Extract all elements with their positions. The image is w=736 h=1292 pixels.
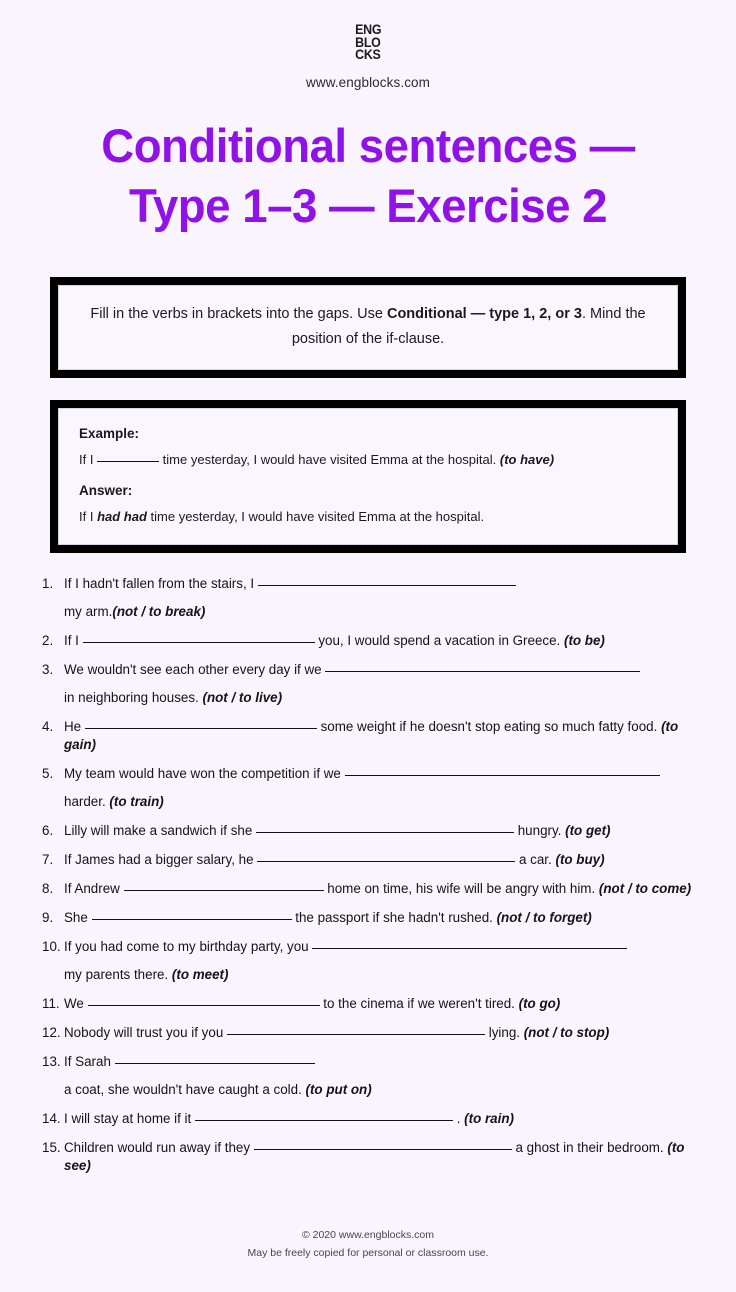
exercise-text-before-blank: My team would have won the competition if we: [64, 766, 345, 781]
exercise-number: 3.: [42, 662, 54, 677]
answer-label: Answer:: [79, 483, 133, 498]
exercise-text: [64, 661, 694, 707]
example-sentence-post: time yesterday, I would have visited Emma at the hospital.: [159, 452, 500, 467]
instructions-text-part1: Fill in the verbs in brackets into the gaps. Use: [90, 306, 387, 322]
exercise-text: [64, 718, 694, 754]
exercise-text-before-blank: Children would run away if they: [64, 1140, 254, 1155]
exercise-text-before-blank: He: [64, 719, 85, 734]
page-title: [38, 116, 698, 236]
exercise-text: [64, 575, 694, 621]
exercise-text-before-blank: If you had come to my birthday party, you: [64, 939, 313, 954]
exercise-text: [64, 765, 694, 811]
answer-sentence-pre: If I: [79, 509, 98, 524]
exercise-text-before-blank: We: [64, 996, 88, 1011]
exercise-text-after-blank: my arm.: [64, 604, 113, 619]
brand-header: [28, 0, 708, 90]
exercise-text-after-blank: lying.: [485, 1025, 524, 1040]
exercise-item: [42, 938, 694, 984]
instructions-inner: [58, 285, 678, 370]
answer-blank[interactable]: [195, 1120, 453, 1121]
answer-blank[interactable]: [254, 1149, 512, 1150]
exercise-number: 7.: [42, 852, 54, 867]
exercise-text: [64, 880, 694, 898]
instructions-text-part2: . Mind the position of the if-clause.: [291, 306, 646, 347]
verb-cue: (to get): [565, 823, 611, 838]
exercise-item: [42, 632, 694, 650]
answer-sentence: [79, 507, 657, 527]
exercise-item: [42, 575, 694, 621]
exercise-item: [42, 661, 694, 707]
exercise-text-after-blank: home on time, his wife will be angry with him.: [323, 881, 599, 896]
verb-cue: (to meet): [171, 967, 229, 982]
exercise-text: [64, 1110, 694, 1128]
exercise-number: 15.: [42, 1140, 61, 1155]
exercise-text-after-blank: .: [452, 1111, 465, 1126]
verb-cue: (to go): [518, 996, 561, 1011]
footer-notice: May be freely copied for personal or classroom use.: [247, 1247, 489, 1259]
exercise-text: [64, 822, 694, 840]
exercise-text: [64, 909, 694, 927]
exercise-text-before-blank: She: [64, 910, 92, 925]
exercise-number: 5.: [42, 766, 54, 781]
exercise-second-line: [64, 1081, 694, 1099]
exercise-text-after-blank: my parents there.: [64, 967, 172, 982]
exercise-text-after-blank: you, I would spend a vacation in Greece.: [314, 633, 564, 648]
exercise-item: [42, 1139, 694, 1175]
exercise-text-after-blank: to the cinema if we weren't tired.: [319, 996, 519, 1011]
exercise-list: [42, 575, 694, 1175]
exercise-item: [42, 765, 694, 811]
verb-cue: (to buy): [555, 852, 605, 867]
answer-blank[interactable]: [325, 671, 640, 672]
exercise-item: [42, 1053, 694, 1099]
exercise-number: 1.: [42, 576, 54, 591]
exercise-text-before-blank: If James had a bigger salary, he: [64, 852, 258, 867]
exercise-text: [64, 995, 694, 1013]
exercise-text-after-blank: in neighboring houses.: [64, 690, 203, 705]
exercise-text-before-blank: If Andrew: [64, 881, 124, 896]
answer-sentence-post: time yesterday, I would have visited Emma at the hospital.: [146, 509, 485, 524]
answer-blank[interactable]: [345, 775, 660, 776]
verb-cue: (not / to forget): [496, 910, 592, 925]
exercise-text-before-blank: We wouldn't see each other every day if we: [64, 662, 326, 677]
exercise-item: [42, 851, 694, 869]
exercise-text-after-blank: some weight if he doesn't stop eating so much fatty food.: [316, 719, 662, 734]
verb-cue: (not / to break): [112, 604, 206, 619]
logo-line-2: BLO: [354, 34, 381, 50]
answer-blank[interactable]: [92, 919, 292, 920]
exercise-item: [42, 880, 694, 898]
exercise-second-line: [64, 793, 694, 811]
exercise-number: 10.: [42, 939, 61, 954]
answer-blank[interactable]: [124, 890, 324, 891]
exercise-number: 9.: [42, 910, 54, 925]
exercise-text-after-blank: a car.: [515, 852, 556, 867]
answer-blank[interactable]: [115, 1063, 315, 1064]
answer-blank[interactable]: [258, 585, 516, 586]
exercise-number: 11.: [42, 996, 60, 1011]
site-url: www.engblocks.com: [306, 75, 430, 90]
exercise-text-before-blank: Nobody will trust you if you: [64, 1025, 227, 1040]
verb-cue: (to gain): [64, 719, 679, 752]
verb-cue: (to be): [563, 633, 605, 648]
exercise-number: 14.: [42, 1111, 61, 1126]
exercise-number: 4.: [42, 719, 54, 734]
exercise-text: [64, 632, 694, 650]
exercise-text-after-blank: a coat, she wouldn't have caught a cold.: [64, 1082, 306, 1097]
exercise-text-before-blank: Lilly will make a sandwich if she: [64, 823, 257, 838]
verb-cue: (to put on): [305, 1082, 372, 1097]
exercise-item: [42, 1024, 694, 1042]
exercise-text-before-blank: If I hadn't fallen from the stairs, I: [64, 576, 258, 591]
exercise-second-line: [64, 603, 694, 621]
exercise-text: [64, 1139, 694, 1175]
exercise-text: [64, 938, 694, 984]
footer-copyright: © 2020 www.engblocks.com: [301, 1229, 435, 1241]
verb-cue: (not / to come): [598, 881, 692, 896]
answer-blank[interactable]: [85, 728, 317, 729]
verb-cue: (not / to live): [202, 690, 283, 705]
example-cue: (to have): [499, 452, 555, 467]
logo-line-3: CKS: [354, 47, 381, 62]
answer-filled-word: had had: [97, 509, 147, 524]
exercise-number: 8.: [42, 881, 54, 896]
instructions-bold: Conditional — type 1, 2, or 3: [386, 306, 582, 322]
verb-cue: (to train): [109, 794, 164, 809]
exercise-number: 6.: [42, 823, 54, 838]
exercise-item: [42, 995, 694, 1013]
exercise-item: [42, 718, 694, 754]
logo-line-1: ENG: [354, 22, 382, 37]
answer-blank[interactable]: [83, 642, 315, 643]
example-sentence-pre: If I: [79, 452, 98, 467]
footer: [0, 1226, 736, 1262]
answer-blank[interactable]: [227, 1034, 485, 1035]
exercise-text-after-blank: a ghost in their bedroom.: [511, 1140, 668, 1155]
exercise-second-line: [64, 689, 694, 707]
example-box: [50, 400, 686, 553]
exercise-text-after-blank: harder.: [64, 794, 110, 809]
exercise-item: [42, 822, 694, 840]
answer-blank[interactable]: [88, 1005, 320, 1006]
page-title-line-2: Type 1–3 — Exercise 2: [128, 179, 608, 232]
exercise-number: 12.: [42, 1025, 61, 1040]
example-label: Example:: [79, 426, 140, 441]
exercise-text-before-blank: If Sarah: [64, 1054, 115, 1069]
answer-blank[interactable]: [256, 832, 514, 833]
exercise-item: [42, 909, 694, 927]
exercise-second-line: [64, 966, 694, 984]
example-sentence: [79, 450, 657, 470]
exercise-number: 2.: [42, 633, 54, 648]
exercise-text: [64, 851, 694, 869]
instructions-box: [50, 277, 686, 378]
example-inner: [58, 408, 678, 545]
answer-blank[interactable]: [257, 861, 515, 862]
answer-blank[interactable]: [312, 948, 627, 949]
exercise-item: [42, 1110, 694, 1128]
exercise-number: 13.: [42, 1054, 61, 1069]
exercise-text: [64, 1053, 694, 1099]
verb-cue: (to rain): [464, 1111, 514, 1126]
exercise-text-after-blank: the passport if she hadn't rushed.: [291, 910, 497, 925]
exercise-text: [64, 1024, 694, 1042]
verb-cue: (to see): [64, 1140, 685, 1173]
verb-cue: (not / to stop): [523, 1025, 610, 1040]
exercise-text-before-blank: If I: [64, 633, 83, 648]
engblocks-logo: [355, 24, 381, 62]
exercise-text-before-blank: I will stay at home if it: [64, 1111, 195, 1126]
page-title-line-1: Conditional sentences —: [101, 119, 635, 172]
example-blank: [97, 461, 159, 462]
exercise-text-after-blank: hungry.: [514, 823, 566, 838]
